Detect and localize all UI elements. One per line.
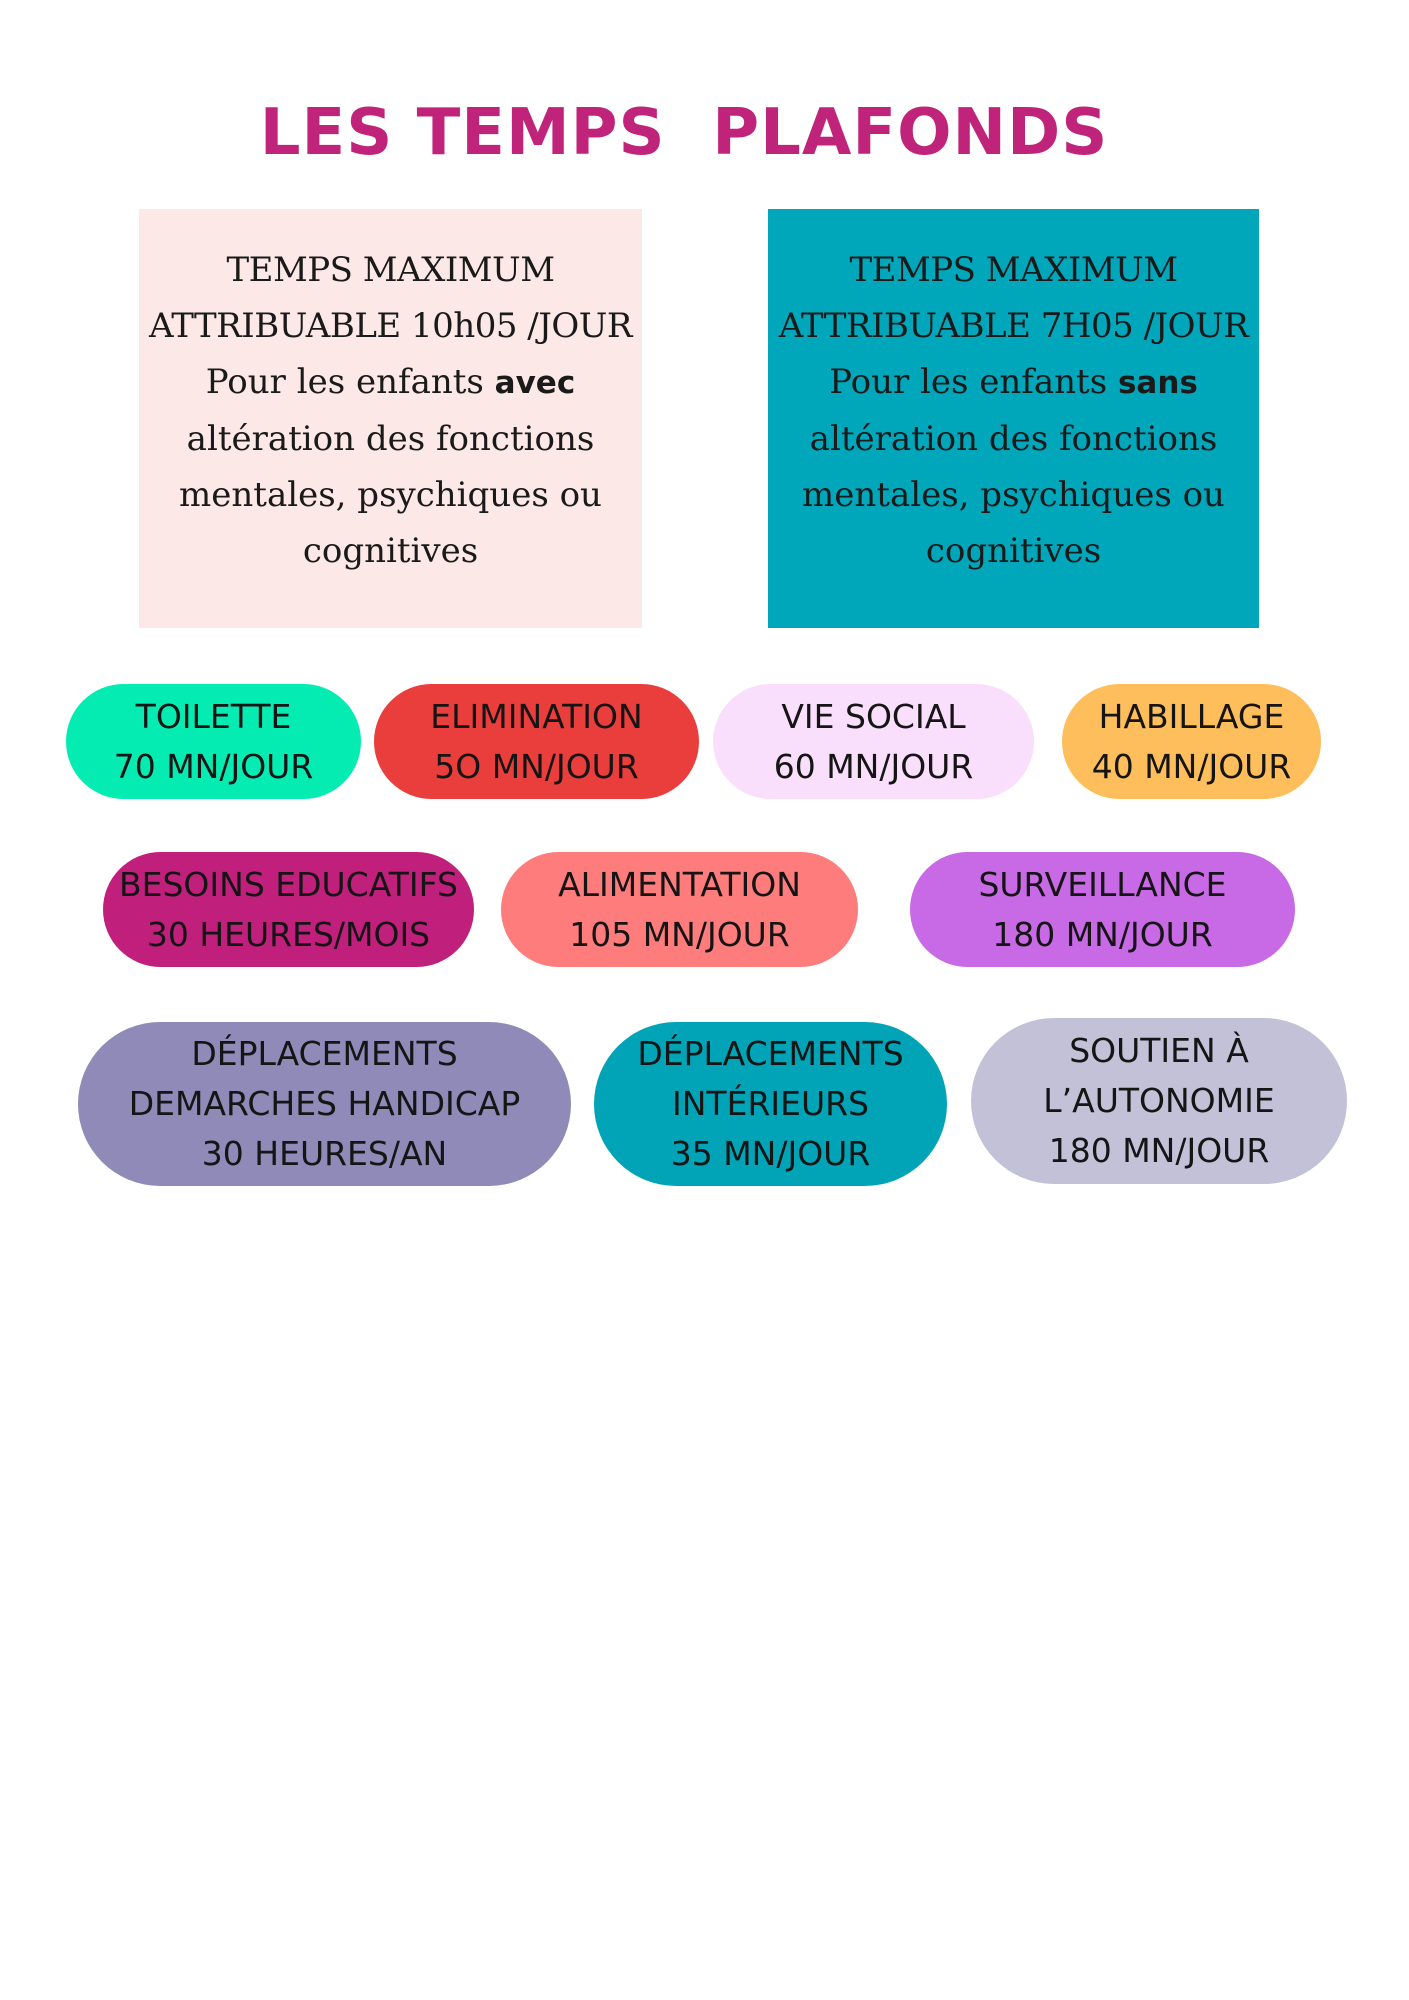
pill-line: 105 MN/JOUR: [569, 914, 790, 954]
box-line-4: altération des fonctions: [186, 419, 595, 459]
pill-line: DEMARCHES HANDICAP: [128, 1084, 521, 1123]
pill-deplacements-interieurs: [594, 1022, 947, 1186]
pill-line: TOILETTE: [135, 696, 292, 736]
pill-line: 70 MN/JOUR: [113, 746, 314, 786]
box-line-1: TEMPS MAXIMUM: [226, 250, 555, 290]
pill-deplacements-demarches: [78, 1022, 571, 1186]
box-line-5: mentales, psychiques ou: [802, 475, 1225, 515]
pill-line: L’AUTONOMIE: [1043, 1081, 1275, 1120]
pill-toilette: [66, 684, 361, 799]
pill-line: 30 HEURES/AN: [201, 1134, 448, 1173]
pill-line: 35 MN/JOUR: [670, 1134, 871, 1173]
box-line-1: TEMPS MAXIMUM: [849, 250, 1178, 290]
box-avec-alteration: [139, 209, 642, 628]
pill-line: 30 HEURES/MOIS: [146, 914, 431, 954]
pill-vie-social: [713, 684, 1034, 799]
pill-line: 180 MN/JOUR: [992, 914, 1213, 954]
pill-line: INTÉRIEURS: [672, 1084, 869, 1123]
pill-surveillance: [910, 852, 1295, 967]
box-line-6: cognitives: [925, 531, 1102, 571]
box-line-3: Pour les enfants avec: [205, 362, 576, 402]
box-line-6: cognitives: [302, 531, 479, 571]
box-line-3: Pour les enfants sans: [829, 362, 1198, 402]
pill-line: BESOINS EDUCATIFS: [119, 864, 458, 904]
pill-soutien-autonomie: [971, 1018, 1347, 1184]
box-line-5: mentales, psychiques ou: [179, 475, 602, 515]
pill-line: 60 MN/JOUR: [773, 746, 974, 786]
pill-line: SURVEILLANCE: [978, 864, 1227, 904]
pill-elimination: [374, 684, 699, 799]
pill-alimentation: [501, 852, 858, 967]
pill-line: 40 MN/JOUR: [1091, 746, 1292, 786]
pill-line: VIE SOCIAL: [781, 696, 966, 736]
box-line-4: altération des fonctions: [809, 419, 1218, 459]
page-title: LES TEMPS PLAFONDS: [259, 96, 1109, 170]
box-emphasis: sans: [1117, 365, 1198, 401]
box-line-2: ATTRIBUABLE 10h05 /JOUR: [149, 306, 632, 346]
pill-line: SOUTIEN À: [1069, 1031, 1249, 1070]
pill-besoins-educatifs: [103, 852, 474, 967]
pill-line: DÉPLACEMENTS: [637, 1034, 904, 1073]
pill-line: ALIMENTATION: [558, 864, 801, 904]
box-line-2: ATTRIBUABLE 7H05 /JOUR: [778, 306, 1249, 346]
box-emphasis: avec: [494, 365, 576, 401]
pill-habillage: [1062, 684, 1321, 799]
pill-line: ELIMINATION: [430, 696, 643, 736]
pill-line: 5O MN/JOUR: [434, 746, 639, 786]
pill-line: DÉPLACEMENTS: [191, 1034, 458, 1073]
pill-line: HABILLAGE: [1098, 696, 1285, 736]
box-sans-alteration: [768, 209, 1259, 628]
pill-line: 180 MN/JOUR: [1048, 1131, 1270, 1170]
